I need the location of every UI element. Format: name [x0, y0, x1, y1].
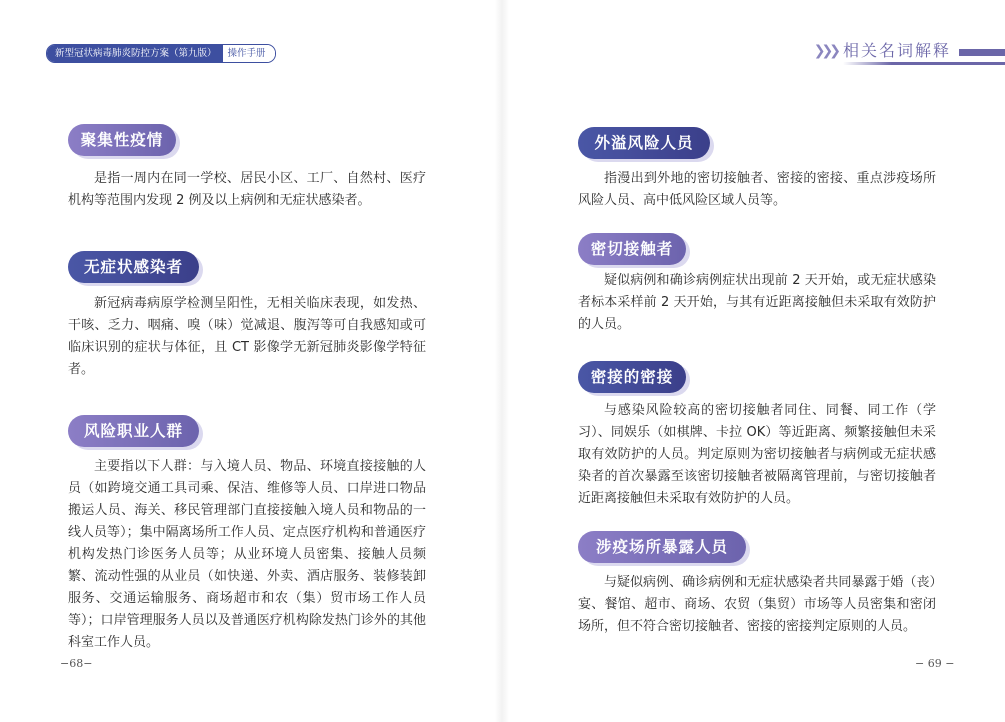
- right-page: [503, 0, 1005, 722]
- term-definition-venue-exposed-person: 与疑似病例、确诊病例和无症状感染者共同暴露于婚（丧）宴、餐馆、超市、商场、农贸（集贸）市场等人员密集和密闭场所，但不符合密切接触者、密接的密接判定原则的人员。: [578, 575, 936, 634]
- term-definition-risk-occupation-group: 主要指以下人群：与入境人员、物品、环境直接接触的人员（如跨境交通工具司乘、保洁、维修等人员、口岸进口物品搬运人员、海关、移民管理部门直接接触入境人员和物品的一线人员等）；集中隔离场所工作人员、定点医疗机构和普通医疗机构发热门诊医务人员等；从业环境人员密集、接触人员频繁、流动性强的从业员（如快递、外卖、酒店服务、装修装卸服务、交通运输服务、商场超市和农（集）贸市场工作人员等）；口岸管理服务人员以及普通医疗机构除发热门诊外的其他科室工作人员。: [68, 459, 426, 650]
- header-accent-bar: [959, 49, 1005, 56]
- double-chevron-right-icon: ❯ ❯ ❯: [813, 43, 837, 59]
- term-heading-close-contact: 密切接触者: [578, 233, 686, 265]
- page-number-left: −68−: [60, 657, 93, 670]
- term-heading-spillover-risk-person: 外溢风险人员: [578, 127, 710, 159]
- term-heading-venue-exposed-person: 涉疫场所暴露人员: [578, 531, 746, 563]
- term-heading-cluster-outbreak: 聚集性疫情: [68, 124, 176, 156]
- header-rule: [843, 62, 1005, 65]
- term-heading-asymptomatic-infected: 无症状感染者: [68, 251, 199, 283]
- term-definition-asymptomatic-infected: 新冠病毒病原学检测呈阳性，无相关临床表现，如发热、干咳、乏力、咽痛、嗅（味）觉减退、腹泻等可自我感知或可临床识别的症状与体征，且 CT 影像学无新冠肺炎影像学特征者。: [68, 296, 426, 377]
- section-title: 相关名词解释: [842, 41, 951, 60]
- term-definition-cluster-outbreak: 是指一周内在同一学校、居民小区、工厂、自然村、医疗机构等范围内发现 2 例及以上病例和无症状感染者。: [68, 171, 426, 208]
- book-subtitle: 操作手册: [223, 45, 275, 62]
- term-heading-risk-occupation-group: 风险职业人群: [68, 415, 199, 447]
- term-definition-spillover-risk-person: 指漫出到外地的密切接触者、密接的密接、重点涉疫场所风险人员、高中低风险区域人员等。: [578, 171, 936, 208]
- term-heading-secondary-contact: 密接的密接: [578, 361, 686, 393]
- term-definition-close-contact: 疑似病例和确诊病例症状出现前 2 天开始，或无症状感染者标本采样前 2 天开始，与其有近距离接触但未采取有效防护的人员。: [578, 273, 936, 332]
- left-page: [0, 0, 502, 722]
- section-header: [814, 41, 951, 61]
- term-definition-secondary-contact: 与感染风险较高的密切接触者同住、同餐、同工作（学习）、同娱乐（如棋牌、卡拉 OK）等近距离、频繁接触但未采取有效防护的人员。判定原则为密切接触者与病例或无症状感染者的首次暴露至该密切接触者被隔离管理前，与密切接触者近距离接触但未采取有效防护的人员。: [578, 403, 936, 506]
- page-number-right: − 69 −: [915, 657, 955, 670]
- book-title-badge: [46, 44, 276, 63]
- book-title: 新型冠状病毒肺炎防控方案（第九版）: [47, 45, 223, 62]
